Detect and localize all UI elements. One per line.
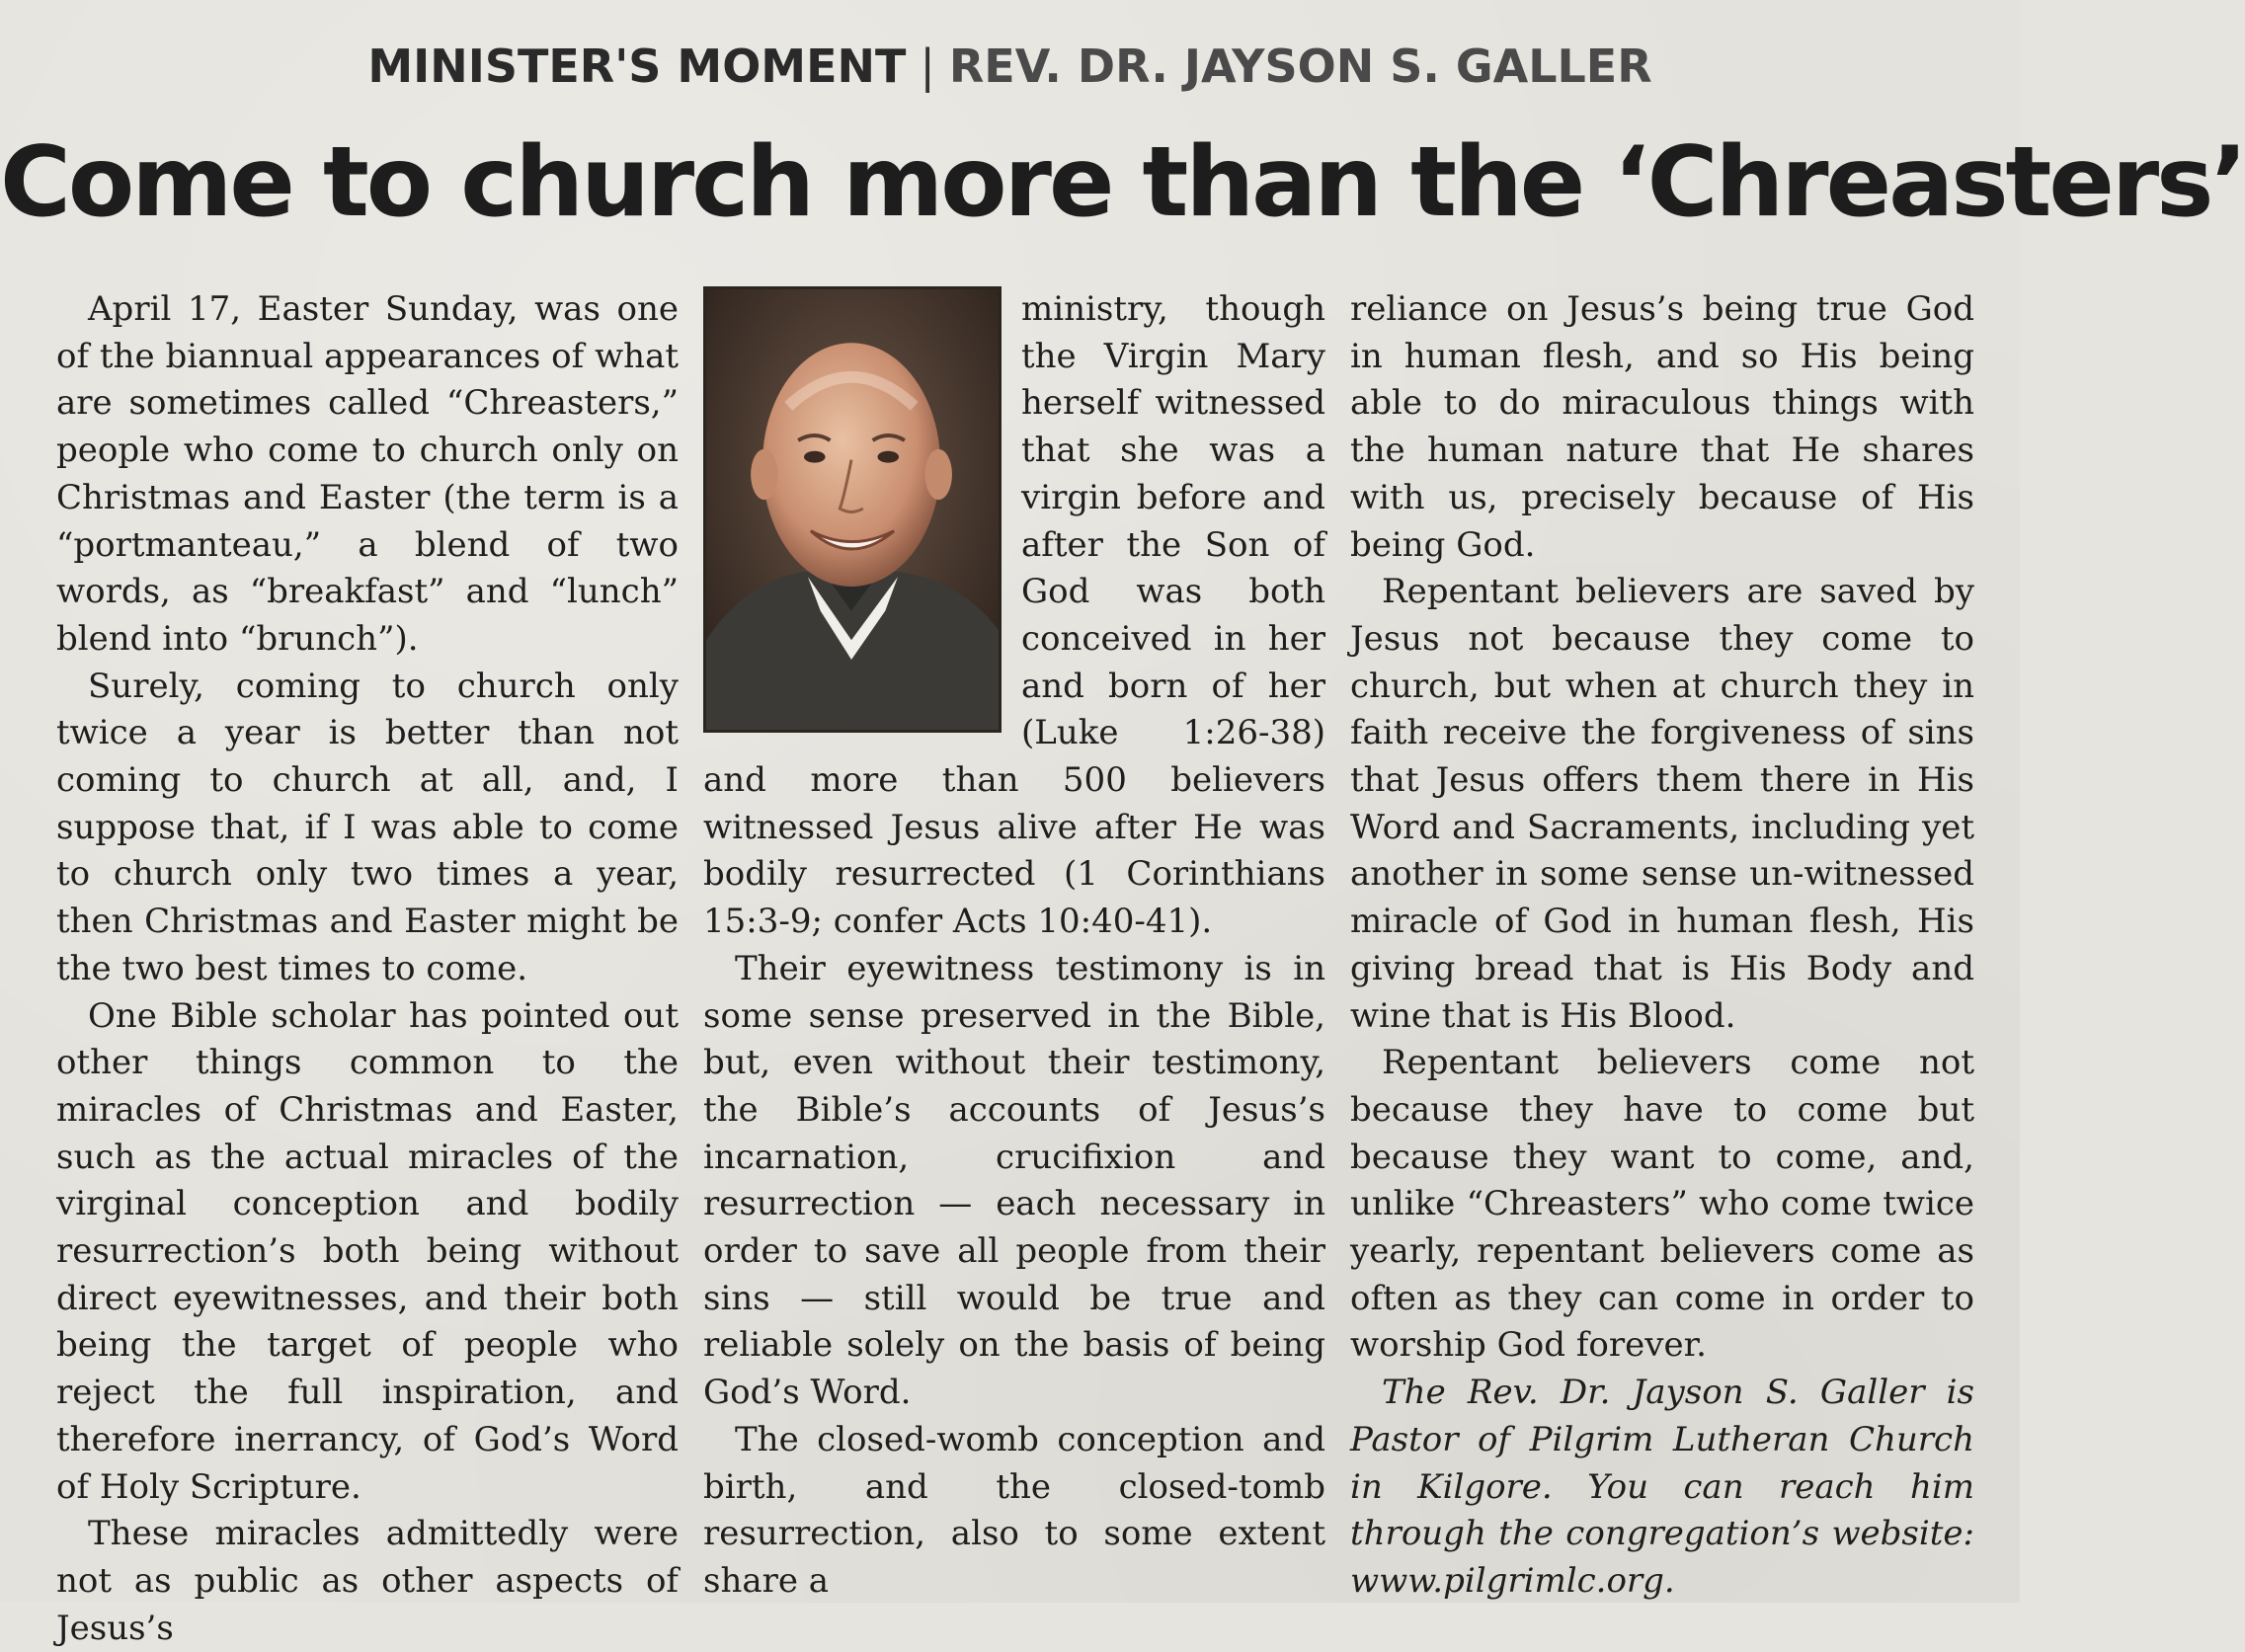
author-bio: The Rev. Dr. Jayson S. Galler is Pastor of Pilgrim Lutheran Church in Kilgore. You can reach him through the congregation’s website: www.pilgrimlc.org.	[1350, 1373, 1974, 1601]
article-column-3	[1350, 286, 1974, 1606]
paragraph: reliance on Jesus’s being true God in human flesh, and so His being able to do miraculous things with the human nature that He shares with us, precisely because of His being God.	[1350, 289, 1974, 565]
article-column-2	[703, 286, 1325, 1606]
column-kicker	[0, 39, 2020, 93]
paragraph: Repentant believers come not because they have to come but because they want to come, and, unlike “Chreasters” who come twice yearly, repentant believers come as often as they can come in order to worship God forever.	[1350, 1043, 1974, 1366]
article-column-1	[56, 286, 679, 1652]
paragraph: One Bible scholar has pointed out other things common to the miracles of Christmas and Easter, such as the actual miracles of the virginal conception and bodily resurrection’s both being without direct eyewitnesses, and their both being the target of people who reject the full inspiration, and therefore inerrancy, of God’s Word of Holy Scripture.	[56, 995, 679, 1507]
paragraph: April 17, Easter Sunday, was one of the biannual appearances of what are sometimes called “Chreasters,” people who come to church only on Christmas and Easter (the term is a “portmanteau,” a blend of two words, as “breakfast” and “lunch” blend into “brunch”).	[56, 289, 679, 659]
kicker-separator: |	[920, 39, 935, 93]
author-portrait-icon	[706, 289, 999, 730]
paragraph: Their eyewitness testimony is in some sense preserved in the Bible, but, even without their testimony, the Bible’s accounts of Jesus’s incarnation, crucifixion and resurrection — each necessary in order to save all people from their sins — still would be true and reliable solely on the basis of being God’s Word.	[703, 948, 1325, 1413]
kicker-author: REV. DR. JAYSON S. GALLER	[948, 39, 1652, 93]
paragraph: ministry, though the Virgin Mary herself witnessed that she was a virgin before and after the Son of God was both conceived in her and born of her (Luke 1:26-38) and more than 500 believers witnessed Jesus alive after He was bodily resurrected (1 Corinthians 15:3-9; confer Acts 10:40-41).	[703, 289, 1325, 942]
paragraph: Surely, coming to church only twice a year is better than not coming to church at all, and, I suppose that, if I was able to come to church only two times a year, then Christmas and Easter might be the two best times to come.	[56, 666, 679, 988]
paragraph: The closed-womb conception and birth, and the closed-tomb resurrection, also to some extent share a	[703, 1419, 1325, 1601]
article-headline: Come to church more than the ‘Chreasters’	[0, 126, 2245, 239]
paragraph: These miracles admittedly were not as public as other aspects of Jesus’s	[56, 1514, 679, 1648]
author-photo	[703, 286, 1002, 733]
kicker-label: MINISTER'S MOMENT	[367, 39, 907, 93]
paragraph: Repentant believers are saved by Jesus not because they come to church, but when at church they in faith receive the forgiveness of sins that Jesus offers them there in His Word and Sacraments, including yet another in some sense un-witnessed miracle of God in human flesh, His giving bread that is His Body and wine that is His Blood.	[1350, 572, 1974, 1036]
